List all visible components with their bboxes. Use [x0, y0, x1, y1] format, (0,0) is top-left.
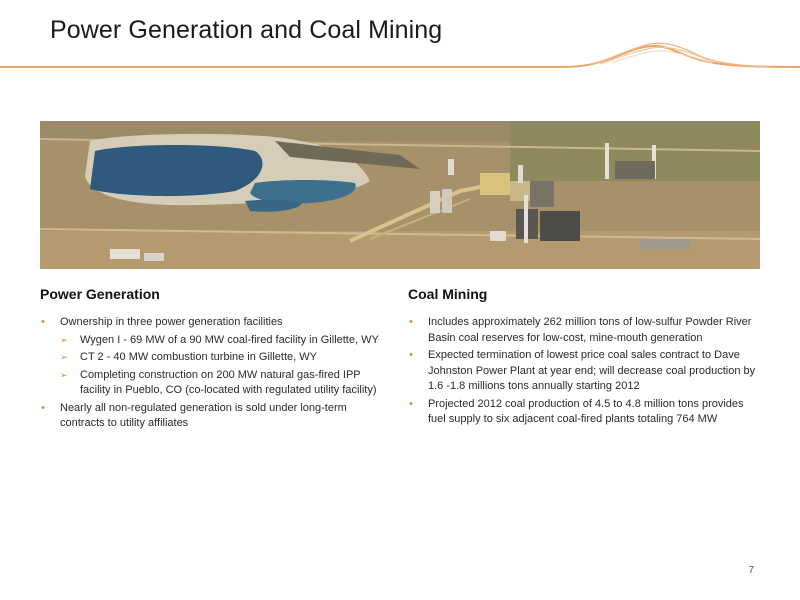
list-item: • Nearly all non-regulated generation is sold under long-term contracts to utility affiliates	[40, 401, 390, 432]
sub-list-item: ➢ Wygen I - 69 MW of a 90 MW coal-fired facility in Gillette, WY	[40, 333, 390, 349]
coal-mining-column	[408, 286, 760, 430]
bullet-text: Ownership in three power generation facilities	[60, 316, 283, 328]
list-item: • Expected termination of lowest price coal sales contract to Dave Johnston Power Plant at year end; will decrease coal production by 1.6 -1.8 millions tons annually starting 2012	[408, 348, 760, 395]
sub-list-item: ➢ CT 2 - 40 MW combustion turbine in Gillette, WY	[40, 350, 390, 366]
coal-mining-heading: Coal Mining	[408, 286, 488, 302]
power-generation-column	[40, 286, 390, 434]
sub-list-item: ➢ Completing construction on 200 MW natural gas-fired IPP facility in Pueblo, CO (co-located with regulated utility facility)	[40, 368, 390, 399]
sub-bullet-list	[60, 333, 390, 399]
list-item: • Projected 2012 coal production of 4.5 to 4.8 million tons provides fuel supply to six adjacent coal-fired plants totaling 764 MW	[408, 397, 760, 428]
list-item	[40, 315, 390, 399]
slide-title: Power Generation and Coal Mining	[50, 16, 443, 44]
header-rule-with-wave-logo	[0, 40, 800, 80]
list-item: • Includes approximately 262 million tons of low-sulfur Powder River Basin coal reserves for low-cost, mine-mouth generation	[408, 315, 760, 346]
coal-mining-bullet-list	[408, 315, 760, 428]
power-generation-heading: Power Generation	[40, 286, 160, 302]
page-number: 7	[748, 565, 754, 576]
power-generation-bullet-list	[40, 315, 390, 432]
aerial-power-plant-and-mine-photo	[40, 121, 760, 269]
aerial-photo-power-plant	[40, 121, 760, 269]
